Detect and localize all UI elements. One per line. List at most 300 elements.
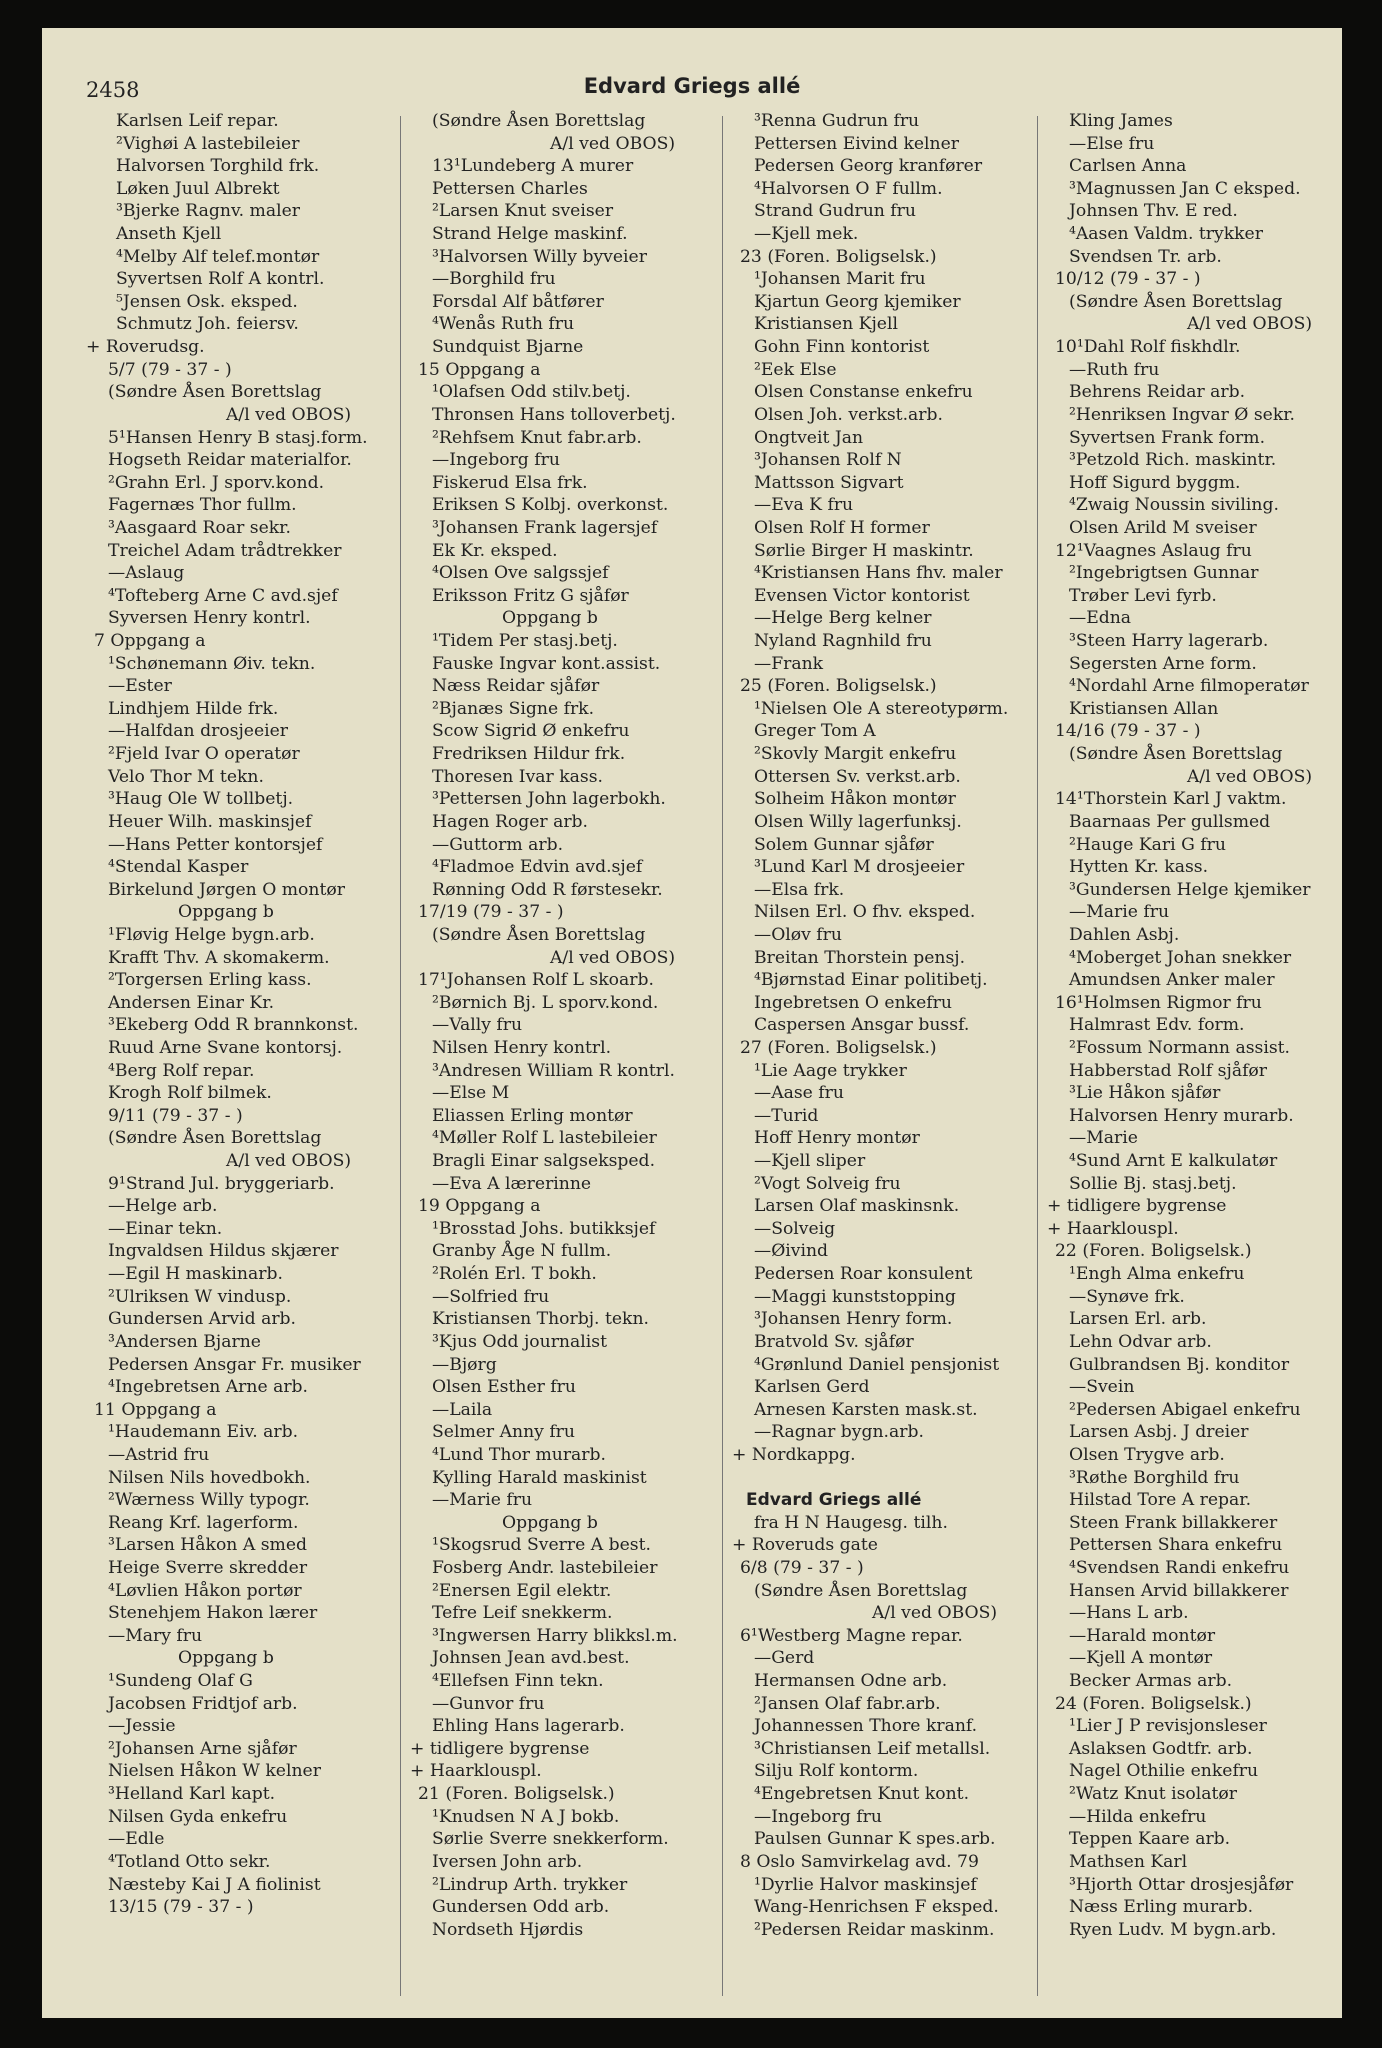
directory-entry: ⁴Zwaig Noussin siviling. xyxy=(1069,495,1279,516)
directory-entry: Oppgang b xyxy=(178,902,274,923)
directory-entry: Karlsen Gerd xyxy=(754,1377,870,1398)
directory-entry: —Ingeborg fru xyxy=(754,1806,882,1827)
directory-entry: + Roverudsg. xyxy=(86,337,205,358)
directory-entry: fra H N Haugesg. tilh. xyxy=(754,1512,948,1533)
directory-entry: —Ingeborg fru xyxy=(432,450,560,471)
directory-entry: —Maggi kunststopping xyxy=(754,1286,956,1307)
directory-entry: ²Fjeld Ivar O operatør xyxy=(108,744,300,765)
directory-entry: ¹Skogsrud Sverre A best. xyxy=(432,1535,651,1556)
directory-entry: Mattsson Sigvart xyxy=(754,472,904,493)
directory-entry: (Søndre Åsen Borettslag xyxy=(1069,291,1283,312)
directory-entry: Ek Kr. eksped. xyxy=(432,540,558,561)
directory-entry: Johnsen Thv. E red. xyxy=(1069,201,1238,222)
directory-entry: Jacobsen Fridtjof arb. xyxy=(108,1693,298,1714)
directory-entry: ³Johansen Henry form. xyxy=(754,1309,953,1330)
directory-entry: ¹Johansen Marit fru xyxy=(754,269,926,290)
directory-entry: ⁴Melby Alf telef.montør xyxy=(116,246,320,267)
directory-entry: ²Enersen Egil elektr. xyxy=(432,1580,612,1601)
directory-entry: Løken Juul Albrekt xyxy=(116,178,280,199)
directory-entry: —Marie fru xyxy=(432,1490,533,1511)
directory-entry: ²Skovly Margit enkefru xyxy=(754,744,957,765)
directory-entry: Kristiansen Allan xyxy=(1069,698,1219,719)
directory-entry: —Hans Petter kontorsjef xyxy=(108,834,323,855)
directory-entry: ¹Lie Aage trykker xyxy=(754,1060,907,1081)
directory-entry: Stenehjem Hakon lærer xyxy=(108,1603,318,1624)
directory-entry: Fredriksen Hildur frk. xyxy=(432,744,626,765)
directory-entry: —Borghild fru xyxy=(432,269,556,290)
directory-entry: 13¹Lundeberg A murer xyxy=(432,156,634,177)
directory-entry: ¹Sundeng Olaf G xyxy=(108,1671,253,1692)
directory-entry: Halvorsen Torghild frk. xyxy=(116,156,320,177)
directory-entry: ²Pedersen Abigael enkefru xyxy=(1069,1399,1301,1420)
directory-entry: ³Lund Karl M drosjeeier xyxy=(754,857,965,878)
directory-entry: ¹Fløvig Helge bygn.arb. xyxy=(108,924,315,945)
directory-entry: ⁴Fladmoe Edvin avd.sjef xyxy=(432,857,643,878)
directory-entry: Olsen Arild M sveiser xyxy=(1069,517,1257,538)
directory-entry: Nagel Othilie enkefru xyxy=(1069,1761,1259,1782)
directory-entry: Mathsen Karl xyxy=(1069,1851,1188,1872)
directory-entry: ³Kjus Odd journalist xyxy=(432,1331,607,1352)
directory-entry: A/l ved OBOS) xyxy=(226,404,352,425)
directory-entry: Nordseth Hjørdis xyxy=(432,1919,584,1940)
directory-entry: —Elsa frk. xyxy=(754,879,845,900)
directory-entry: Fiskerud Elsa frk. xyxy=(432,472,588,493)
directory-entry: Forsdal Alf båtfører xyxy=(432,291,604,312)
directory-entry xyxy=(732,1467,1032,1490)
column-divider xyxy=(722,116,723,1996)
directory-entry: (Søndre Åsen Borettslag xyxy=(108,1128,322,1149)
directory-entry: Eriksson Fritz G sjåfør xyxy=(432,585,629,606)
directory-entry: Gundersen Arvid arb. xyxy=(108,1309,297,1330)
directory-entry: Olsen Constanse enkefru xyxy=(754,382,973,403)
directory-entry: Pedersen Ansgar Fr. musiker xyxy=(108,1354,361,1375)
directory-entry: —Kjell sliper xyxy=(754,1151,866,1172)
directory-entry: Bragli Einar salgseksped. xyxy=(432,1151,656,1172)
directory-entry: —Oløv fru xyxy=(754,924,842,945)
directory-entry: Hoff Henry montør xyxy=(754,1128,920,1149)
directory-entry: —Halfdan drosjeeier xyxy=(108,721,289,742)
directory-entry: ²Bjanæs Signe frk. xyxy=(432,698,595,719)
directory-entry: ³Steen Harry lagerarb. xyxy=(1069,631,1269,652)
directory-entry: Nilsen Erl. O fhv. eksped. xyxy=(754,902,976,923)
directory-entry: Tefre Leif snekkerm. xyxy=(432,1603,613,1624)
directory-entry: ⁴Ellefsen Finn tekn. xyxy=(432,1671,604,1692)
directory-entry: —Svein xyxy=(1069,1377,1135,1398)
directory-entry: 25 (Foren. Boligselsk.) xyxy=(740,676,937,697)
directory-entry: ¹Engh Alma enkefru xyxy=(1069,1264,1245,1285)
directory-entry: Næsteby Kai J A fiolinist xyxy=(108,1874,321,1895)
directory-entry: Velo Thor M tekn. xyxy=(108,766,264,787)
directory-entry: 10¹Dahl Rolf fiskhdlr. xyxy=(1055,337,1241,358)
directory-entry: ²Rehfsem Knut fabr.arb. xyxy=(432,427,642,448)
directory-entry: 17¹Johansen Rolf L skoarb. xyxy=(418,970,654,991)
directory-entry: Sørlie Birger H maskintr. xyxy=(754,540,974,561)
directory-entry: Pedersen Roar konsulent xyxy=(754,1264,973,1285)
directory-entry: —Bjørg xyxy=(432,1354,497,1375)
directory-entry: —Ragnar bygn.arb. xyxy=(754,1422,924,1443)
directory-entry: Silju Rolf kontorm. xyxy=(754,1761,919,1782)
directory-entry: ²Fossum Normann assist. xyxy=(1069,1037,1291,1058)
page-title: Edvard Griegs allé xyxy=(583,74,801,98)
directory-entry: —Hans L arb. xyxy=(1069,1603,1189,1624)
directory-entry: A/l ved OBOS) xyxy=(872,1603,998,1624)
directory-entry: 10/12 (79 - 37 - ) xyxy=(1055,269,1201,290)
directory-entry: —Ruth fru xyxy=(1069,359,1160,380)
directory-entry: Eliassen Erling montør xyxy=(432,1105,633,1126)
directory-entry: —Astrid fru xyxy=(108,1444,210,1465)
directory-entry: Scow Sigrid Ø enkefru xyxy=(432,721,630,742)
directory-entry: Aslaksen Godtfr. arb. xyxy=(1069,1738,1253,1759)
directory-entry: Kristiansen Kjell xyxy=(754,314,898,335)
directory-entry: ⁴Ingebretsen Arne arb. xyxy=(108,1377,309,1398)
directory-entry: Sundquist Bjarne xyxy=(432,337,584,358)
directory-entry: —Jessie xyxy=(108,1716,176,1737)
directory-entry: ⁴Møller Rolf L lastebileier xyxy=(432,1128,657,1149)
directory-entry: Ehling Hans lagerarb. xyxy=(432,1716,625,1737)
directory-entry: ²Johansen Arne sjåfør xyxy=(108,1738,297,1759)
directory-entry: ³Petzold Rich. maskintr. xyxy=(1069,450,1277,471)
directory-entry: ²Børnich Bj. L sporv.kond. xyxy=(432,992,659,1013)
directory-entry: Solem Gunnar sjåfør xyxy=(754,834,934,855)
directory-entry: + tidligere bygrense xyxy=(1047,1196,1227,1217)
directory-entry: Gohn Finn kontorist xyxy=(754,337,930,358)
directory-entry: Halvorsen Henry murarb. xyxy=(1069,1105,1294,1126)
directory-entry: ³Røthe Borghild fru xyxy=(1069,1467,1240,1488)
directory-entry: ⁴Sund Arnt E kalkulatør xyxy=(1069,1151,1278,1172)
directory-entry: —Øivind xyxy=(754,1241,829,1262)
section-heading: Edvard Griegs allé xyxy=(746,1490,922,1511)
directory-entry: 6/8 (79 - 37 - ) xyxy=(740,1558,864,1578)
directory-entry: Carlsen Anna xyxy=(1069,156,1187,177)
directory-entry: ⁵Jensen Osk. eksped. xyxy=(116,291,298,312)
directory-entry: Oppgang b xyxy=(502,608,598,629)
directory-entry: Pedersen Georg kranfører xyxy=(754,156,983,177)
directory-entry: ³Ekeberg Odd R brannkonst. xyxy=(108,1015,359,1036)
directory-entry: Sørlie Sverre snekkerform. xyxy=(432,1829,669,1850)
directory-entry: Gulbrandsen Bj. konditor xyxy=(1069,1354,1290,1375)
directory-entry: Rønning Odd R førstesekr. xyxy=(432,879,663,900)
directory-entry: 7 Oppgang a xyxy=(94,631,206,652)
directory-entry: Birkelund Jørgen O montør xyxy=(108,879,345,900)
directory-entry: 22 (Foren. Boligselsk.) xyxy=(1055,1241,1252,1262)
directory-entry: —Kjell mek. xyxy=(754,224,859,245)
directory-entry: Nielsen Håkon W kelner xyxy=(108,1761,321,1782)
directory-entry: ⁴Olsen Ove salgssjef xyxy=(432,563,609,584)
directory-entry: Hermansen Odne arb. xyxy=(754,1671,948,1692)
directory-entry: Schmutz Joh. feiersv. xyxy=(116,314,299,335)
directory-entry: 9¹Strand Jul. bryggeriarb. xyxy=(108,1173,335,1194)
directory-entry: ⁴Moberget Johan snekker xyxy=(1069,947,1292,968)
directory-entry: Ongtveit Jan xyxy=(754,427,864,448)
directory-entry: Granby Åge N fullm. xyxy=(432,1241,612,1262)
directory-entry: (Søndre Åsen Borettslag xyxy=(1069,744,1283,765)
directory-entry: —Else M xyxy=(432,1083,510,1104)
directory-entry: 6¹Westberg Magne repar. xyxy=(740,1625,963,1646)
directory-entry: ⁴Wenås Ruth fru xyxy=(432,314,575,335)
directory-entry: Pettersen Charles xyxy=(432,178,588,199)
directory-entry: ³Pettersen John lagerbokh. xyxy=(432,789,666,810)
directory-entry: Nilsen Nils hovedbokh. xyxy=(108,1467,311,1488)
directory-column-2 xyxy=(410,110,710,1941)
directory-entry: Olsen Esther fru xyxy=(432,1377,576,1398)
directory-entry: ²Ulriksen W vindusp. xyxy=(108,1286,292,1307)
directory-entry: Svendsen Tr. arb. xyxy=(1069,246,1222,267)
directory-entry: Behrens Reidar arb. xyxy=(1069,382,1246,403)
directory-entry: 21 (Foren. Boligselsk.) xyxy=(418,1784,615,1805)
directory-entry: 9/11 (79 - 37 - ) xyxy=(108,1105,243,1126)
directory-entry: —Synøve frk. xyxy=(1069,1286,1185,1307)
directory-entry: ¹Dyrlie Halvor maskinsjef xyxy=(754,1874,977,1895)
directory-entry: Gundersen Odd arb. xyxy=(432,1897,610,1918)
directory-entry: Heuer Wilh. maskinsjef xyxy=(108,811,312,832)
directory-entry: ¹Lier J P revisjonsleser xyxy=(1069,1716,1267,1737)
directory-entry: —Guttorm arb. xyxy=(432,834,564,855)
directory-entry: Syvertsen Frank form. xyxy=(1069,427,1266,448)
directory-entry: Solheim Håkon montør xyxy=(754,789,956,810)
directory-entry: 19 Oppgang a xyxy=(418,1196,541,1217)
directory-entry: ²Jansen Olaf fabr.arb. xyxy=(754,1693,941,1714)
directory-entry: Hilstad Tore A repar. xyxy=(1069,1490,1252,1511)
directory-entry: ⁴Lund Thor murarb. xyxy=(432,1444,606,1465)
directory-entry: Syversen Henry kontrl. xyxy=(108,608,311,629)
directory-entry: ¹Nielsen Ole A stereotypørm. xyxy=(754,698,1009,719)
directory-entry: Sollie Bj. stasj.betj. xyxy=(1069,1173,1237,1194)
directory-entry: A/l ved OBOS) xyxy=(1187,314,1313,335)
directory-entry: ³Johansen Frank lagersjef xyxy=(432,517,658,538)
directory-entry: Hogseth Reidar materialfor. xyxy=(108,450,352,471)
directory-entry: Amundsen Anker maler xyxy=(1069,970,1275,991)
directory-column-3 xyxy=(732,110,1032,1941)
directory-entry: A/l ved OBOS) xyxy=(550,947,676,968)
directory-entry: Johnsen Jean avd.best. xyxy=(432,1648,630,1669)
page-number: 2458 xyxy=(86,78,140,102)
directory-entry: Paulsen Gunnar K spes.arb. xyxy=(754,1829,996,1850)
directory-entry: ¹Haudemann Eiv. arb. xyxy=(108,1422,299,1443)
directory-entry: + tidligere bygrense xyxy=(410,1738,590,1759)
directory-entry: Fosberg Andr. lastebileier xyxy=(432,1558,658,1578)
directory-entry: A/l ved OBOS) xyxy=(1187,766,1313,787)
directory-entry: + Nordkappg. xyxy=(732,1444,856,1465)
directory-entry: Pettersen Eivind kelner xyxy=(754,133,960,154)
directory-entry: ⁴Stendal Kasper xyxy=(108,857,249,878)
directory-entry: 17/19 (79 - 37 - ) xyxy=(418,902,564,923)
directory-entry: Olsen Trygve arb. xyxy=(1069,1444,1225,1465)
directory-entry: Ryen Ludv. M bygn.arb. xyxy=(1069,1919,1277,1940)
directory-entry: Olsen Rolf H former xyxy=(754,517,930,538)
directory-entry: Olsen Willy lagerfunksj. xyxy=(754,811,962,832)
directory-entry: Anseth Kjell xyxy=(116,224,222,245)
column-divider xyxy=(1037,116,1038,1996)
directory-entry: ²Grahn Erl. J sporv.kond. xyxy=(108,472,325,493)
directory-entry: —Frank xyxy=(754,653,824,674)
directory-entry: —Egil H maskinarb. xyxy=(108,1264,283,1285)
directory-entry: Lindhjem Hilde frk. xyxy=(108,698,279,719)
directory-entry: ¹Knudsen N A J bokb. xyxy=(432,1806,620,1827)
directory-entry: ³Helland Karl kapt. xyxy=(108,1784,276,1805)
directory-entry: Steen Frank billakkerer xyxy=(1069,1512,1278,1533)
directory-entry: ²Pedersen Reidar maskinm. xyxy=(754,1919,995,1940)
directory-entry: ²Ingebrigtsen Gunnar xyxy=(1069,563,1259,584)
directory-entry: —Edna xyxy=(1069,608,1132,629)
directory-entry: —Ester xyxy=(108,676,172,697)
directory-entry: Pettersen Shara enkefru xyxy=(1069,1535,1283,1556)
directory-entry: ²Wærness Willy typogr. xyxy=(108,1490,310,1511)
directory-entry: Caspersen Ansgar bussf. xyxy=(754,1015,970,1036)
directory-entry: Kylling Harald maskinist xyxy=(432,1467,647,1488)
directory-entry: Thronsen Hans tolloverbetj. xyxy=(432,404,676,425)
directory-entry: Greger Tom A xyxy=(754,721,876,742)
directory-entry: Teppen Kaare arb. xyxy=(1069,1829,1231,1850)
directory-entry: —Hilda enkefru xyxy=(1069,1806,1207,1827)
directory-entry: ³Ingwersen Harry blikksl.m. xyxy=(432,1625,678,1646)
directory-entry: 14/16 (79 - 37 - ) xyxy=(1055,721,1201,742)
directory-entry: Arnesen Karsten mask.st. xyxy=(754,1399,978,1420)
directory-entry: Strand Gudrun fru xyxy=(754,201,916,222)
directory-entry: —Solveig xyxy=(754,1218,836,1239)
directory-entry: Nyland Ragnhild fru xyxy=(754,631,932,652)
directory-entry: —Laila xyxy=(432,1399,493,1420)
directory-entry: Oppgang b xyxy=(178,1648,274,1669)
directory-entry: ⁴Svendsen Randi enkefru xyxy=(1069,1558,1290,1578)
directory-entry: + Haarklouspl. xyxy=(410,1761,542,1782)
directory-entry: Baarnaas Per gullsmed xyxy=(1069,811,1271,832)
directory-entry: ³Gundersen Helge kjemiker xyxy=(1069,879,1311,900)
directory-entry: 16¹Holmsen Rigmor fru xyxy=(1055,992,1262,1013)
directory-entry: Olsen Joh. verkst.arb. xyxy=(754,404,943,425)
directory-entry: ⁴Aasen Valdm. trykker xyxy=(1069,224,1263,245)
directory-entry: Larsen Asbj. J dreier xyxy=(1069,1422,1249,1443)
directory-entry: Karlsen Leif repar. xyxy=(116,111,279,131)
directory-entry: Larsen Erl. arb. xyxy=(1069,1309,1207,1330)
directory-entry: Hansen Arvid billakkerer xyxy=(1069,1580,1289,1601)
directory-entry: Krogh Rolf bilmek. xyxy=(108,1083,272,1104)
directory-entry: ³Magnussen Jan C eksped. xyxy=(1069,178,1301,199)
directory-entry: ²Vogt Solveig fru xyxy=(754,1173,901,1194)
directory-entry: Eriksen S Kolbj. overkonst. xyxy=(432,495,669,516)
directory-entry: Breitan Thorstein pensj. xyxy=(754,947,966,968)
directory-entry: Kristiansen Thorbj. tekn. xyxy=(432,1309,650,1330)
directory-entry: ¹Brosstad Johs. butikksjef xyxy=(432,1218,656,1239)
directory-entry: 5¹Hansen Henry B stasj.form. xyxy=(108,427,368,448)
directory-entry: ⁴Totland Otto sekr. xyxy=(108,1851,271,1872)
directory-entry: ³Larsen Håkon A smed xyxy=(108,1535,307,1556)
directory-entry: Hoff Sigurd byggm. xyxy=(1069,472,1241,493)
directory-entry: —Turid xyxy=(754,1105,819,1126)
directory-entry: 11 Oppgang a xyxy=(94,1399,217,1420)
directory-entry: —Eva K fru xyxy=(754,495,854,516)
directory-entry: Lehn Odvar arb. xyxy=(1069,1331,1212,1352)
directory-entry: Syvertsen Rolf A kontrl. xyxy=(116,269,325,290)
directory-entry: ⁴Engebretsen Knut kont. xyxy=(754,1784,970,1805)
directory-entry: A/l ved OBOS) xyxy=(226,1151,352,1172)
directory-entry: Ottersen Sv. verkst.arb. xyxy=(754,766,961,787)
directory-entry: (Søndre Åsen Borettslag xyxy=(108,382,322,403)
directory-entry: ²Lindrup Arth. trykker xyxy=(432,1874,628,1895)
directory-entry: ²Hauge Kari G fru xyxy=(1069,834,1226,855)
directory-entry: —Gunvor fru xyxy=(432,1693,545,1714)
directory-entry: 13/15 (79 - 37 - ) xyxy=(108,1897,254,1918)
directory-entry: —Gerd xyxy=(754,1648,815,1669)
directory-entry: ³Bjerke Ragnv. maler xyxy=(116,201,300,222)
directory-entry: ³Lie Håkon sjåfør xyxy=(1069,1083,1221,1104)
directory-entry: Ruud Arne Svane kontorsj. xyxy=(108,1037,343,1058)
directory-entry: ²Eek Else xyxy=(754,359,837,380)
directory-entry: ²Larsen Knut sveiser xyxy=(432,201,614,222)
directory-entry: ⁴Halvorsen O F fullm. xyxy=(754,178,943,199)
directory-entry: ³Andersen Bjarne xyxy=(108,1331,261,1352)
directory-entry: ⁴Kristiansen Hans fhv. maler xyxy=(754,563,1003,584)
directory-entry: 12¹Vaagnes Aslaug fru xyxy=(1055,540,1252,561)
directory-entry: —Aase fru xyxy=(754,1083,844,1104)
directory-entry: Wang-Henrichsen F eksped. xyxy=(754,1897,999,1918)
directory-entry: ²Vighøi A lastebileier xyxy=(116,133,300,154)
directory-entry: 27 (Foren. Boligselsk.) xyxy=(740,1037,937,1058)
directory-entry: ¹Tidem Per stasj.betj. xyxy=(432,631,618,652)
directory-entry: ³Renna Gudrun fru xyxy=(754,111,920,131)
directory-entry: Næss Erling murarb. xyxy=(1069,1897,1254,1918)
directory-column-1 xyxy=(86,110,386,1919)
directory-entry: —Mary fru xyxy=(108,1625,203,1646)
directory-entry: Fauske Ingvar kont.assist. xyxy=(432,653,661,674)
directory-entry: Andersen Einar Kr. xyxy=(108,992,275,1013)
directory-entry: (Søndre Åsen Borettslag xyxy=(432,111,646,131)
directory-entry: Fagernæs Thor fullm. xyxy=(108,495,297,516)
directory-entry: —Helge arb. xyxy=(108,1196,218,1217)
directory-entry: Nilsen Henry kontrl. xyxy=(432,1037,612,1058)
directory-entry: —Else fru xyxy=(1069,133,1155,154)
directory-entry: Oppgang b xyxy=(502,1512,598,1533)
directory-entry: ²Torgersen Erling kass. xyxy=(108,970,312,991)
directory-entry: ⁴Nordahl Arne filmoperatør xyxy=(1069,676,1309,697)
directory-entry: 8 Oslo Samvirkelag avd. 79 xyxy=(740,1851,979,1872)
directory-entry: ³Andresen William R kontrl. xyxy=(432,1060,675,1081)
directory-entry: Kling James xyxy=(1069,111,1173,131)
directory-entry: 24 (Foren. Boligselsk.) xyxy=(1055,1693,1252,1714)
directory-entry: ²Watz Knut isolatør xyxy=(1069,1784,1237,1805)
directory-entry: —Edle xyxy=(108,1829,165,1850)
directory-entry: 5/7 (79 - 37 - ) xyxy=(108,359,232,380)
directory-entry: (Søndre Åsen Borettslag xyxy=(754,1580,968,1601)
directory-entry: —Einar tekn. xyxy=(108,1218,223,1239)
directory-entry: Hytten Kr. kass. xyxy=(1069,857,1209,878)
directory-entry: 15 Oppgang a xyxy=(418,359,541,380)
directory-entry: ²Rolén Erl. T bokh. xyxy=(432,1264,597,1285)
directory-entry: Bratvold Sv. sjåfør xyxy=(754,1331,914,1352)
directory-entry: + Haarklouspl. xyxy=(1047,1218,1179,1239)
directory-entry: 23 (Foren. Boligselsk.) xyxy=(740,246,937,267)
directory-entry: —Kjell A montør xyxy=(1069,1648,1213,1669)
directory-entry: Nilsen Gyda enkefru xyxy=(108,1806,288,1827)
directory-entry: Ingebretsen O enkefru xyxy=(754,992,952,1013)
directory-entry: ⁴Grønlund Daniel pensjonist xyxy=(754,1354,1000,1375)
directory-entry: Hagen Roger arb. xyxy=(432,811,589,832)
directory-entry: ²Henriksen Ingvar Ø sekr. xyxy=(1069,404,1296,425)
directory-entry: Larsen Olaf maskinsnk. xyxy=(754,1196,960,1217)
directory-page xyxy=(42,28,1342,2018)
directory-entry: + Roveruds gate xyxy=(732,1535,878,1556)
directory-entry: Ingvaldsen Hildus skjærer xyxy=(108,1241,339,1262)
directory-entry: —Eva A lærerinne xyxy=(432,1173,592,1194)
directory-entry: —Aslaug xyxy=(108,563,185,584)
directory-entry: ³Halvorsen Willy byveier xyxy=(432,246,647,267)
directory-entry: ⁴Berg Rolf repar. xyxy=(108,1060,255,1081)
directory-entry: ⁴Bjørnstad Einar politibetj. xyxy=(754,970,988,991)
directory-entry: —Solfried fru xyxy=(432,1286,550,1307)
directory-entry: Becker Armas arb. xyxy=(1069,1671,1233,1692)
directory-entry: Habberstad Rolf sjåfør xyxy=(1069,1060,1268,1081)
directory-entry: Reang Krf. lagerform. xyxy=(108,1512,299,1533)
directory-entry: Næss Reidar sjåfør xyxy=(432,676,600,697)
